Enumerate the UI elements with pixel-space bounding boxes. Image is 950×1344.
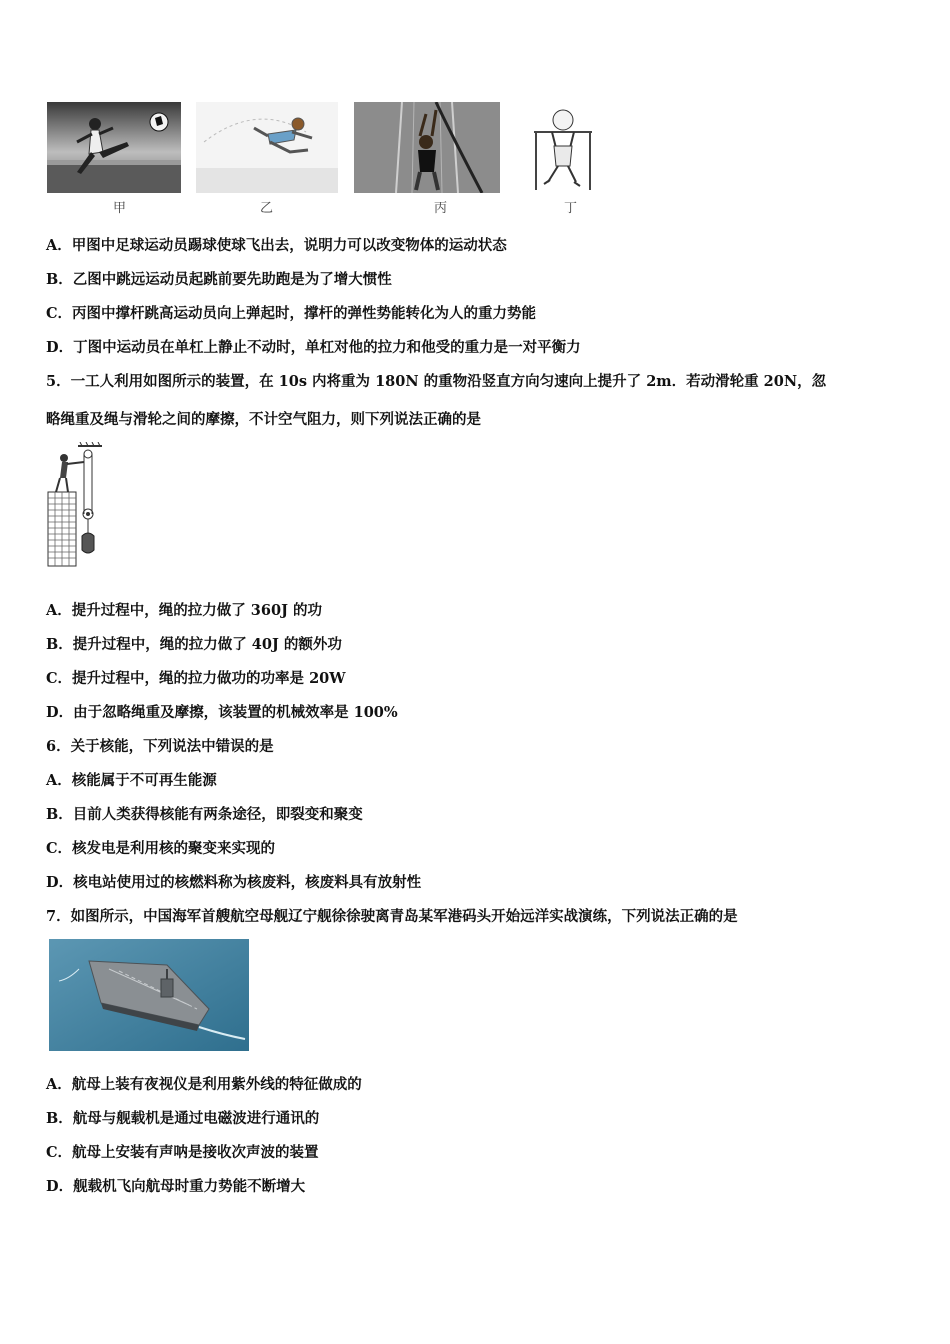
q6-stem: 6．关于核能，下列说法中错误的是 (46, 738, 274, 755)
q4-option-c: C．丙图中撑杆跳高运动员向上弹起时，撑杆的弹性势能转化为人的重力势能 (46, 305, 537, 322)
q4-option-a: A．甲图中足球运动员踢球使球飞出去，说明力可以改变物体的运动状态 (46, 237, 507, 254)
q4-option-b: B．乙图中跳远运动员起跳前要先助跑是为了增大惯性 (46, 271, 392, 288)
figure-caption: 乙 (260, 201, 274, 216)
q5-option-a: A．提升过程中，绳的拉力做了 360J 的功 (46, 602, 322, 619)
figure-horizontal-bar (530, 102, 596, 193)
q5-option-c: C．提升过程中，绳的拉力做功的功率是 20W (46, 670, 346, 687)
q4-option-d: D．丁图中运动员在单杠上静止不动时，单杠对他的拉力和他受的重力是一对平衡力 (46, 339, 581, 356)
q5-stem-line1: 5．一工人利用如图所示的装置，在 10s 内将重为 180N 的重物沿竖直方向匀速向上提升了 2m．若动滑轮重 20N，忽 (46, 373, 827, 390)
figure-pole-vaulter (354, 102, 500, 193)
q6-option-a: A．核能属于不可再生能源 (46, 772, 217, 789)
figure-soccer-player (47, 102, 181, 193)
q7-option-d: D．舰载机飞向航母时重力势能不断增大 (46, 1178, 306, 1195)
q5-option-d: D．由于忽略绳重及摩擦，该装置的机械效率是 100% (46, 704, 398, 721)
q6-option-b: B．目前人类获得核能有两条途径，即裂变和聚变 (46, 806, 363, 823)
q5-option-b: B．提升过程中，绳的拉力做了 40J 的额外功 (46, 636, 342, 653)
q7-option-b: B．航母与舰载机是通过电磁波进行通讯的 (46, 1110, 320, 1127)
q6-option-d: D．核电站使用过的核燃料称为核废料，核废料具有放射性 (46, 874, 422, 891)
figure-caption: 丁 (564, 201, 578, 216)
q5-stem-line2: 略绳重及绳与滑轮之间的摩擦，不计空气阻力，则下列说法正确的是 (46, 411, 481, 428)
q7-stem: 7．如图所示，中国海军首艘航空母舰辽宁舰徐徐驶离青岛某军港码头开始远洋实战演练，下列说法正确的是 (46, 908, 738, 925)
figure-pulley-worker (44, 442, 104, 568)
figure-aircraft-carrier (49, 939, 249, 1051)
q7-option-c: C．航母上安装有声呐是接收次声波的装置 (46, 1144, 319, 1161)
q7-option-a: A．航母上装有夜视仪是利用紫外线的特征做成的 (46, 1076, 362, 1093)
figure-caption: 丙 (434, 201, 448, 216)
figure-long-jumper (196, 102, 338, 193)
q6-option-c: C．核发电是利用核的聚变来实现的 (46, 840, 276, 857)
figure-caption: 甲 (113, 201, 127, 216)
